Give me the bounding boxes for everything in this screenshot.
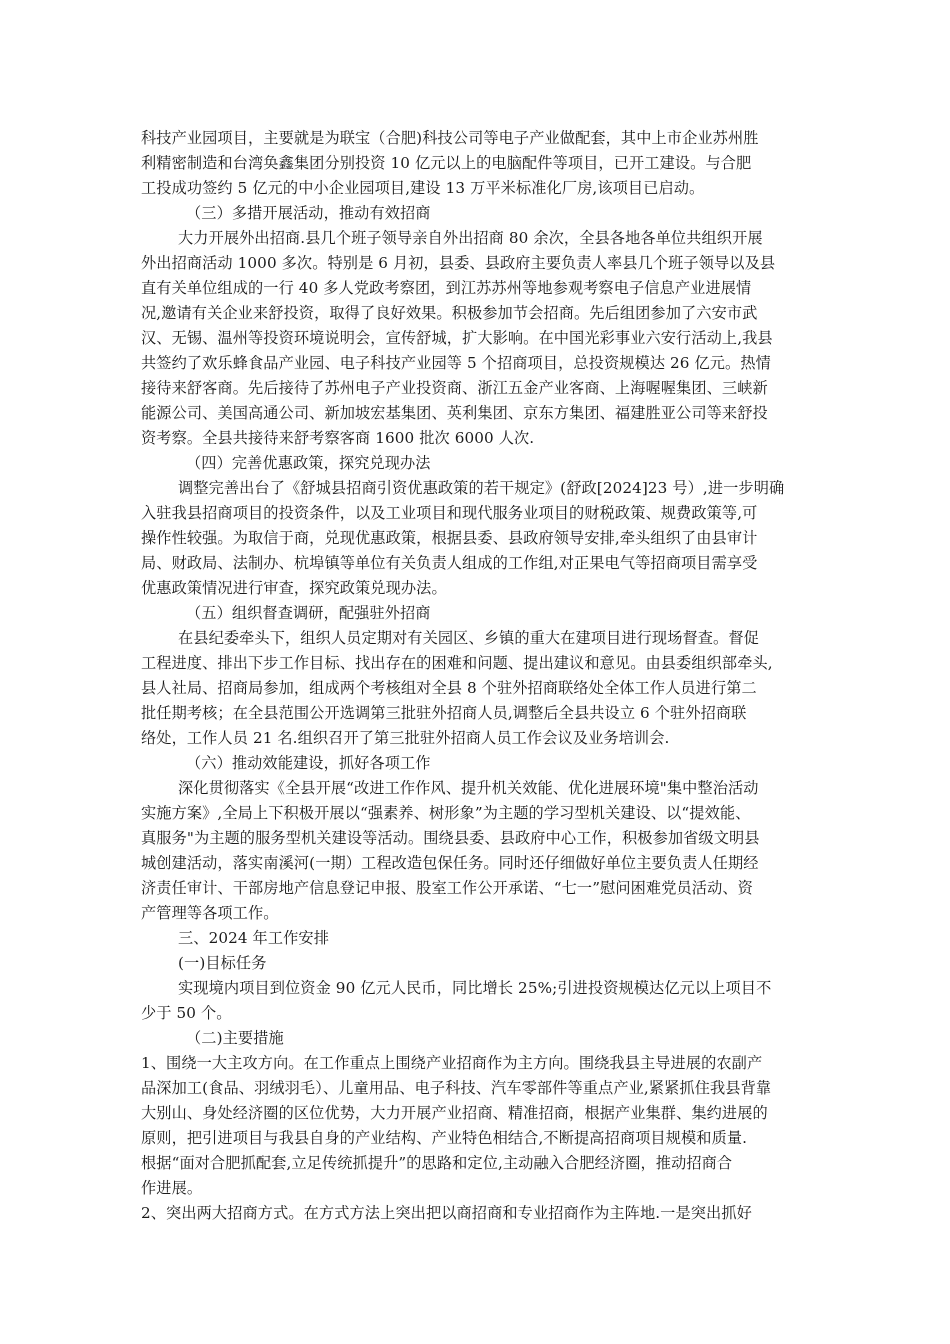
section-heading: （五）组织督查调研，配强驻外招商 (186, 604, 431, 622)
text-line: 城创建活动，落实南溪河(一期）工程改造包保任务。同时还仔细做好单位主要负责人任期经 (141, 854, 759, 872)
section-heading: （四）完善优惠政策，探究兑现办法 (186, 454, 431, 472)
text-line: 利精密制造和台湾奂鑫集团分别投资 10 亿元以上的电脑配件等项目，已开工建设。与合肥 (141, 154, 752, 172)
text-line: 共签约了欢乐蜂食品产业园、电子科技产业园等 5 个招商项目，总投资规模达 26 亿元。热情 (141, 354, 771, 372)
section-heading: （三）多措开展活动，推动有效招商 (186, 204, 431, 222)
text-line: 济责任审计、干部房地产信息登记申报、股室工作公开承诺、“七一”慰问困难党员活动、资 (141, 879, 753, 897)
text-line: 直有关单位组成的一行 40 多人党政考察团，到江苏苏州等地参观考察电子信息产业进展情 (141, 279, 752, 297)
text-line: 作进展。 (141, 1179, 203, 1197)
text-line: 深化贯彻落实《全县开展“改进工作作风、提升机关效能、优化进展环境"集中整治活动 (178, 779, 759, 797)
text-line: 产管理等各项工作。 (141, 904, 279, 922)
text-line: 少于 50 个。 (141, 1004, 232, 1022)
text-line: 优惠政策情况进行审查，探究政策兑现办法。 (141, 579, 447, 597)
text-line: 县人社局、招商局参加，组成两个考核组对全县 8 个驻外招商联络处全体工作人员进行第二 (141, 679, 757, 697)
text-line: 外出招商活动 1000 多次。特别是 6 月初，县委、县政府主要负责人率县几个班子领导以及县 (141, 254, 776, 272)
section-heading: （六）推动效能建设，抓好各项工作 (186, 754, 431, 772)
text-line: 资考察。全县共接待来舒考察客商 1600 批次 6000 人次. (141, 429, 535, 447)
text-line: 实现境内项目到位资金 90 亿元人民币，同比增长 25%;引进投资规模达亿元以上项目不 (178, 979, 772, 997)
text-line: 能源公司、美国高通公司、新加坡宏基集团、英利集团、京东方集团、福建胜亚公司等来舒投 (141, 404, 768, 422)
text-line: 工程进度、排出下步工作目标、找出存在的困难和问题、提出建议和意见。由县委组织部牵头, (141, 654, 773, 672)
text-line: 1、围绕一大主攻方向。在工作重点上围绕产业招商作为主方向。围绕我县主导进展的农副产 (141, 1054, 763, 1072)
text-line: 大力开展外出招商.县几个班子领导亲自外出招商 80 余次，全县各地各单位共组织开展 (178, 229, 763, 247)
text-line: 汉、无锡、温州等投资环境说明会，宣传舒城，扩大影响。在中国光彩事业六安行活动上,我县 (141, 329, 773, 347)
text-line: 实施方案》,全局上下积极开展以“强素养、树形象”为主题的学习型机关建设、以“提效能、 (141, 804, 751, 822)
section-heading: 三、2024 年工作安排 (178, 929, 329, 947)
text-line: 操作性较强。为取信于商，兑现优惠政策，根据县委、县政府领导安排,牵头组织了由县审计 (141, 529, 758, 547)
text-line: 入驻我县招商项目的投资条件，以及工业项目和现代服务业项目的财税政策、规费政策等,可 (141, 504, 758, 522)
section-heading: （二)主要措施 (186, 1029, 284, 1047)
text-line: 科技产业园项目，主要就是为联宝（合肥)科技公司等电子产业做配套，其中上市企业苏州胜 (141, 129, 759, 147)
text-line: 络处，工作人员 21 名.组织召开了第三批驻外招商人员工作会议及业务培训会. (141, 729, 670, 747)
section-heading: (一)目标任务 (178, 954, 267, 972)
text-line: 原则，把引进项目与我县自身的产业结构、产业特色相结合,不断提高招商项目规模和质量. (141, 1129, 748, 1147)
text-line: 批任期考核；在全县范围公开选调第三批驻外招商人员,调整后全县共设立 6 个驻外招商联 (141, 704, 747, 722)
text-line: 况,邀请有关企业来舒投资，取得了良好效果。积极参加节会招商。先后组团参加了六安市武 (141, 304, 758, 322)
text-line: 根据“面对合肥抓配套,立足传统抓提升”的思路和定位,主动融入合肥经济圈，推动招商合 (141, 1154, 733, 1172)
text-line: 局、财政局、法制办、杭埠镇等单位有关负责人组成的工作组,对正果电气等招商项目需享受 (141, 554, 758, 572)
text-line: 品深加工(食品、羽绒羽毛）、儿童用品、电子科技、汽车零部件等重点产业,紧紧抓住我县背靠 (141, 1079, 772, 1097)
text-line: 2、突出两大招商方式。在方式方法上突出把以商招商和专业招商作为主阵地.一是突出抓好 (141, 1204, 752, 1222)
text-line: 在县纪委牵头下，组织人员定期对有关园区、乡镇的重大在建项目进行现场督查。督促 (178, 629, 759, 647)
text-line: 真服务"为主题的服务型机关建设等活动。围绕县委、县政府中心工作，积极参加省级文明县 (141, 829, 760, 847)
text-line: 工投成功签约 5 亿元的中小企业园项目,建设 13 万平米标准化厂房,该项目已启动。 (141, 179, 705, 197)
text-line: 调整完善出台了《舒城县招商引资优惠政策的若干规定》(舒政[2024]23 号）,进一步明确 (178, 479, 785, 497)
text-line: 接待来舒客商。先后接待了苏州电子产业投资商、浙江五金产业客商、上海喔喔集团、三峡新 (141, 379, 768, 397)
text-line: 大别山、身处经济圈的区位优势，大力开展产业招商、精准招商，根据产业集群、集约进展的 (141, 1104, 768, 1122)
